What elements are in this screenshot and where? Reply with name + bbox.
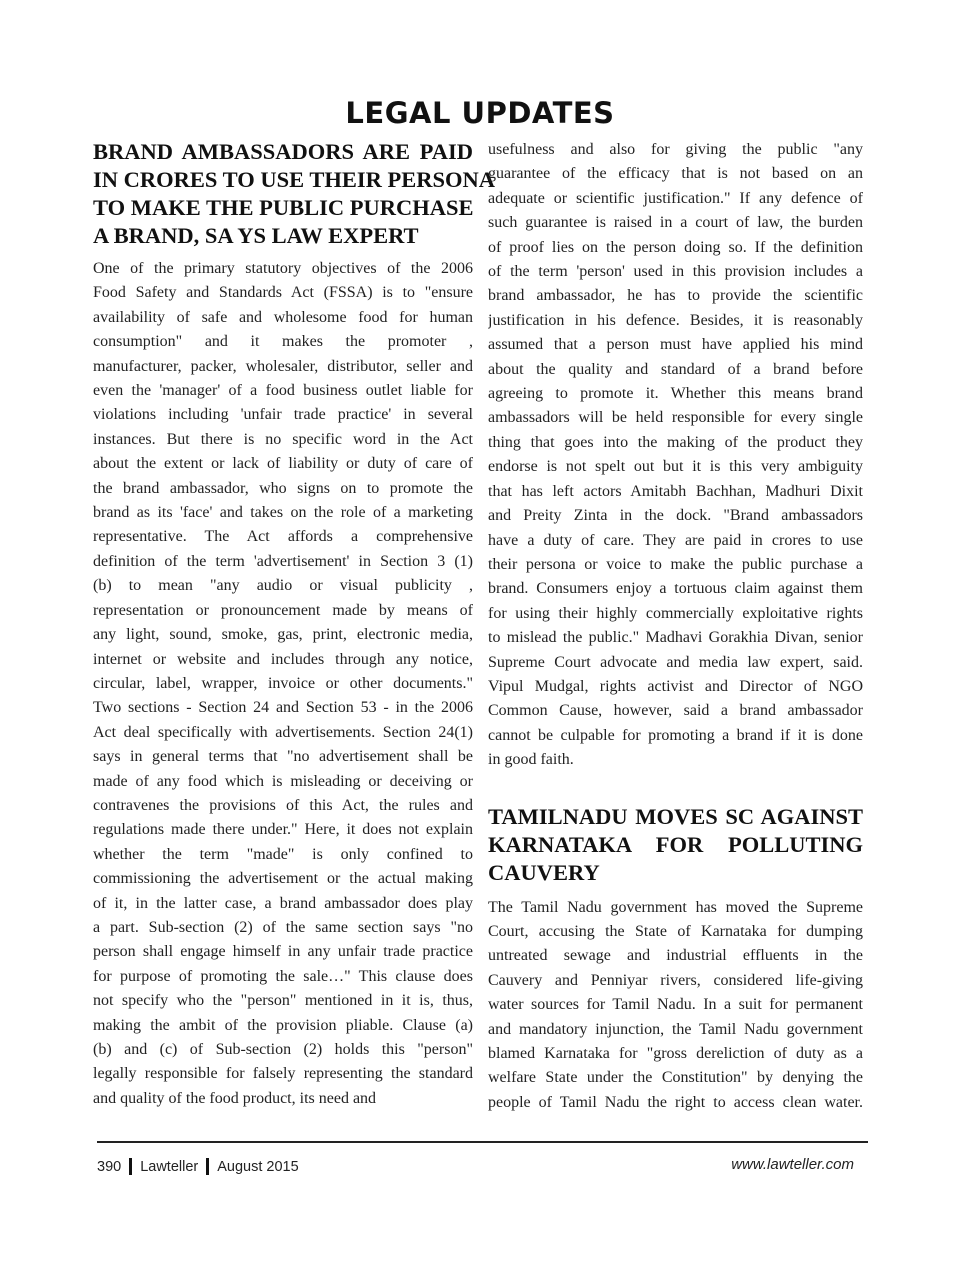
headline-line: IN CRORES TO USE THEIR PERSONA xyxy=(93,167,495,192)
text-line: manufacturer, packer, wholesaler, distributor, seller and xyxy=(93,357,473,375)
page-number: 390 xyxy=(97,1158,122,1175)
footer-separator xyxy=(129,1158,132,1175)
text-line: a part. Sub-section (2) of the same section says "no xyxy=(93,918,473,936)
left-column xyxy=(93,138,495,1111)
text-line: in good faith. xyxy=(488,751,574,769)
text-line: of the term 'person' used in this provision includes a xyxy=(488,263,863,281)
text-line: any light, sound, smoke, gas, print, electronic media, xyxy=(93,626,473,644)
text-line: justification in his defence. Besides, it is reasonably xyxy=(488,311,863,329)
section-title: LEGAL UPDATES xyxy=(345,96,615,130)
text-line: even the 'manager' of a food business outlet liable for xyxy=(93,382,473,400)
text-line: Food Safety and Standards Act (FSSA) is to "ensure xyxy=(93,284,473,302)
text-line: to mislead the public." Madhavi Gorakhia Divan, senior xyxy=(488,629,863,647)
text-line: definition of the term 'advertisement' in Section 3 (1) xyxy=(93,552,473,570)
text-line: instances. But there is no specific word in the Act xyxy=(93,430,473,448)
footer-divider xyxy=(97,1141,868,1143)
text-line: have a duty of care. They are paid in crores to use xyxy=(488,531,863,549)
article2-body xyxy=(488,896,863,1116)
text-line: endorse is not spelt out but it is this very ambiguity xyxy=(488,458,863,476)
text-line: says in general terms that "no advertisement shall be xyxy=(93,748,473,766)
text-line: such guarantee is raised in a court of law, the burden xyxy=(488,214,863,232)
text-line: circular, label, wrapper, invoice or other documents." xyxy=(93,674,473,692)
website-link[interactable]: www.lawteller.com xyxy=(731,1156,854,1173)
text-line: agreeing to promote it. Whether this means brand xyxy=(488,385,863,403)
text-line: about the extent or lack of liability or duty of care of xyxy=(93,455,473,473)
text-line: assumed that a person must have applied his mind xyxy=(488,336,863,354)
footer-separator xyxy=(206,1158,209,1175)
issue-date: August 2015 xyxy=(217,1158,299,1175)
headline-line: CAUVERY xyxy=(488,859,600,885)
text-line: usefulness and also for giving the public "any xyxy=(488,141,863,158)
text-line: brand. Consumers enjoy a tortuous claim against them xyxy=(488,580,863,598)
text-line: (b) and (c) of Sub-section (2) holds this "person" xyxy=(93,1041,473,1058)
text-line: not specify who the "person" mentioned in it is, thus, xyxy=(93,992,473,1010)
text-line: blamed Karnataka for "gross dereliction of duty as a xyxy=(488,1045,863,1062)
text-line: brand as its 'face' and takes on the role of a marketing xyxy=(93,504,473,522)
text-line: Two sections - Section 24 and Section 53 - in the 2006 xyxy=(93,699,473,717)
text-line: person shall engage himself in any unfair trade practice xyxy=(93,943,473,961)
text-line: violations including 'unfair trade practice' in several xyxy=(93,406,473,424)
text-line: contravenes the provisions of this Act, the rules and xyxy=(93,796,473,814)
text-line: (b) to mean "any audio or visual publicity , xyxy=(93,577,473,595)
text-line: made of any food which is misleading or deceiving or xyxy=(93,772,473,790)
text-line: untreated sewage and industrial effluents in the xyxy=(488,947,863,965)
text-line: One of the primary statutory objectives of the 2006 xyxy=(93,260,473,277)
text-line: brand ambassador, he has to provide the scientific xyxy=(488,287,863,305)
text-line: adequate or scientific justification." If any defence of xyxy=(488,189,863,207)
text-line: welfare State under the Constitution" by denying the xyxy=(488,1069,863,1087)
right-column xyxy=(488,138,863,1115)
text-line: consumption" and it makes the promoter , xyxy=(93,333,473,351)
text-line: that has left actors Amitabh Bachhan, Madhuri Dixit xyxy=(488,482,863,500)
text-line: for purpose of promoting the sale…" This clause does xyxy=(93,967,473,985)
text-line: representation or pronouncement made by means of xyxy=(93,601,473,619)
text-line: availability of safe and wholesome food for human xyxy=(93,308,473,326)
text-line: commissioning the advertisement or the actual making xyxy=(93,870,473,888)
headline-line: BRAND AMBASSADORS ARE PAID xyxy=(93,139,473,164)
text-line: thing that goes into the making of the product they xyxy=(488,433,863,451)
text-line: making the ambit of the provision pliable. Clause (a) xyxy=(93,1016,473,1034)
text-line: internet or website and includes through any notice, xyxy=(93,650,473,668)
article1-headline xyxy=(93,138,495,250)
text-line: Supreme Court advocate and media law expert, said. xyxy=(488,653,863,671)
text-line: cannot be culpable for promoting a brand if it is done xyxy=(488,726,863,744)
publication-name: Lawteller xyxy=(140,1158,199,1175)
text-line: legally responsible for falsely representing the standard xyxy=(93,1065,473,1083)
page-footer xyxy=(97,1156,868,1178)
text-line: guarantee of the efficacy that is not based on an xyxy=(488,165,863,183)
text-line: and quality of the food product, its need and xyxy=(93,1089,377,1107)
text-line: Act deal specifically with advertisements. Section 24(1) xyxy=(93,723,473,741)
text-line: water sources for Tamil Nadu. In a suit for permanent xyxy=(488,996,863,1014)
headline-line: TAMILNADU MOVES SC AGAINST xyxy=(488,803,863,829)
text-line: about the quality and standard of a brand before xyxy=(488,360,863,378)
text-line: Vipul Mudgal, rights activist and Director of NGO xyxy=(488,677,863,695)
text-line: their persona or voice to make the public purchase a xyxy=(488,555,863,573)
text-line: The Tamil Nadu government has moved the Supreme xyxy=(488,898,863,916)
text-line: whether the term "made" is only confined to xyxy=(93,845,473,863)
headline-line: KARNATAKA FOR POLLUTING xyxy=(488,831,863,857)
text-line: ambassadors will be held responsible for every single xyxy=(488,409,863,427)
headline-line: A BRAND, SA YS LAW EXPERT xyxy=(93,223,419,248)
text-line: the brand ambassador, who signs on to promote the xyxy=(93,479,473,497)
text-line: for using their highly commercially exploitative rights xyxy=(488,604,863,622)
article1-body-left xyxy=(93,257,473,1111)
text-line: Cauvery and Penniyar rivers, considered life-giving xyxy=(488,971,863,989)
article1-body-right xyxy=(488,138,863,773)
text-line: Court, accusing the State of Karnataka for dumping xyxy=(488,922,863,940)
text-line: people of Tamil Nadu the right to access clean water. xyxy=(488,1093,863,1111)
text-line: Common Cause, however, said a brand ambassador xyxy=(488,702,863,720)
text-line: of it, in the latter case, a brand ambassador does play xyxy=(93,894,473,912)
text-line: and Preity Zinta in the dock. "Brand ambassadors xyxy=(488,507,863,525)
text-line: regulations made there under." Here, it does not explain xyxy=(93,821,473,839)
article2-headline xyxy=(488,803,863,887)
text-line: representative. The Act affords a comprehensive xyxy=(93,528,473,546)
text-line: and mandatory injunction, the Tamil Nadu government xyxy=(488,1020,863,1038)
headline-line: TO MAKE THE PUBLIC PURCHASE xyxy=(93,195,474,220)
text-line: of proof lies on the person doing so. If the definition xyxy=(488,238,863,256)
